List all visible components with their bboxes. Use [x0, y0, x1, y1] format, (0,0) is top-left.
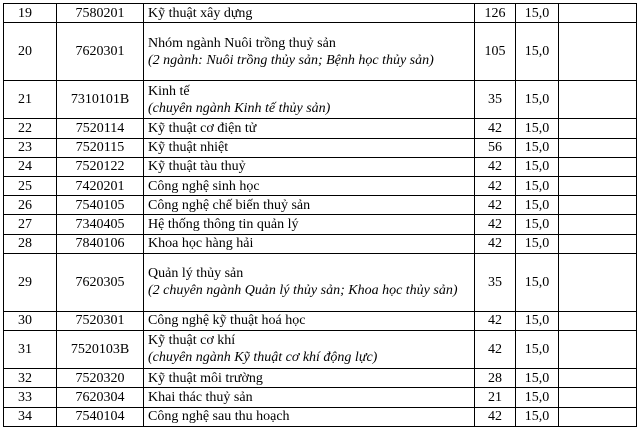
row-number-cell: 30	[4, 311, 57, 330]
note-cell	[559, 311, 637, 330]
table-row	[4, 234, 637, 253]
major-name-cell	[144, 388, 475, 407]
major-name: Công nghệ sau thu hoạch	[148, 409, 290, 425]
major-code-cell: 7520114	[57, 119, 144, 138]
major-code-cell: 7520301	[57, 311, 144, 330]
major-name-cell	[144, 138, 475, 157]
quota-cell: 126	[475, 4, 516, 23]
score-cell: 15,0	[516, 23, 559, 81]
major-name: Công nghệ chế biến thuỷ sản	[148, 197, 311, 213]
major-code-cell: 7520103B	[57, 330, 144, 368]
score-cell: 15,0	[516, 388, 559, 407]
major-name-cell	[144, 234, 475, 253]
major-name-cell	[144, 311, 475, 330]
table-row	[4, 119, 637, 138]
row-number-cell: 28	[4, 234, 57, 253]
row-number-cell: 33	[4, 388, 57, 407]
note-cell	[559, 119, 637, 138]
row-number-cell: 26	[4, 196, 57, 215]
score-cell: 15,0	[516, 196, 559, 215]
major-code-cell: 7310101B	[57, 80, 144, 118]
quota-cell: 21	[475, 388, 516, 407]
table-row	[4, 253, 637, 311]
major-code-cell: 7540104	[57, 407, 144, 426]
major-name-cell	[144, 196, 475, 215]
major-code-cell: 7520320	[57, 369, 144, 388]
table-row	[4, 369, 637, 388]
major-code-cell: 7520122	[57, 157, 144, 176]
row-number-cell: 34	[4, 407, 57, 426]
major-name: Quản lý thủy sản	[148, 266, 244, 282]
table-row	[4, 4, 637, 23]
admission-table	[3, 3, 637, 427]
quota-cell: 28	[475, 369, 516, 388]
major-code-cell: 7580201	[57, 4, 144, 23]
major-name: Hệ thống thông tin quản lý	[148, 217, 299, 233]
major-code-cell: 7620301	[57, 23, 144, 81]
score-cell: 15,0	[516, 253, 559, 311]
major-name: Kinh tế	[148, 83, 190, 99]
quota-cell: 56	[475, 138, 516, 157]
quota-cell: 42	[475, 215, 516, 234]
table-row	[4, 138, 637, 157]
major-name: Công nghệ kỹ thuật hoá học	[148, 313, 306, 329]
major-name: Kỹ thuật cơ điện tử	[148, 120, 257, 136]
table-row	[4, 388, 637, 407]
note-cell	[559, 215, 637, 234]
major-name-cell	[144, 407, 475, 426]
major-name: Công nghệ sinh học	[148, 178, 260, 194]
major-subtitle: (2 chuyên ngành Quản lý thủy sản; Khoa học thủy sản)	[148, 283, 458, 299]
major-name: Kỹ thuật môi trường	[148, 370, 263, 386]
major-name-cell	[144, 177, 475, 196]
note-cell	[559, 234, 637, 253]
note-cell	[559, 23, 637, 81]
major-code-cell: 7520115	[57, 138, 144, 157]
major-name: Khai thác thuỷ sản	[148, 390, 253, 406]
note-cell	[559, 253, 637, 311]
major-name: Khoa học hàng hải	[148, 236, 254, 252]
table-body	[4, 4, 637, 427]
quota-cell: 42	[475, 311, 516, 330]
score-cell: 15,0	[516, 177, 559, 196]
major-name-cell	[144, 80, 475, 118]
major-name-cell	[144, 23, 475, 81]
row-number-cell: 25	[4, 177, 57, 196]
note-cell	[559, 407, 637, 426]
major-name: Nhóm ngành Nuôi trồng thuỷ sản	[148, 35, 336, 51]
note-cell	[559, 4, 637, 23]
major-name: Kỹ thuật nhiệt	[148, 140, 229, 156]
major-name-cell	[144, 119, 475, 138]
major-name-cell	[144, 330, 475, 368]
major-subtitle: (chuyên ngành Kỹ thuật cơ khí động lực)	[148, 350, 378, 366]
table-row	[4, 157, 637, 176]
row-number-cell: 29	[4, 253, 57, 311]
score-cell: 15,0	[516, 407, 559, 426]
score-cell: 15,0	[516, 138, 559, 157]
score-cell: 15,0	[516, 311, 559, 330]
quota-cell: 105	[475, 23, 516, 81]
score-cell: 15,0	[516, 119, 559, 138]
major-code-cell: 7620304	[57, 388, 144, 407]
row-number-cell: 27	[4, 215, 57, 234]
note-cell	[559, 369, 637, 388]
note-cell	[559, 157, 637, 176]
quota-cell: 42	[475, 330, 516, 368]
row-number-cell: 24	[4, 157, 57, 176]
score-cell: 15,0	[516, 234, 559, 253]
table-row	[4, 23, 637, 81]
major-name-cell	[144, 253, 475, 311]
major-code-cell: 7420201	[57, 177, 144, 196]
quota-cell: 42	[475, 119, 516, 138]
score-cell: 15,0	[516, 80, 559, 118]
major-code-cell: 7540105	[57, 196, 144, 215]
note-cell	[559, 138, 637, 157]
major-name-cell	[144, 369, 475, 388]
major-subtitle: (2 ngành: Nuôi trồng thủy sản; Bệnh học thủy sản)	[148, 52, 434, 68]
major-name-cell	[144, 157, 475, 176]
major-code-cell: 7840106	[57, 234, 144, 253]
table-row	[4, 407, 637, 426]
quota-cell: 42	[475, 234, 516, 253]
row-number-cell: 20	[4, 23, 57, 81]
row-number-cell: 22	[4, 119, 57, 138]
table-row	[4, 215, 637, 234]
table-row	[4, 330, 637, 368]
table-row	[4, 196, 637, 215]
quota-cell: 35	[475, 253, 516, 311]
table-row	[4, 80, 637, 118]
note-cell	[559, 330, 637, 368]
row-number-cell: 19	[4, 4, 57, 23]
note-cell	[559, 388, 637, 407]
note-cell	[559, 196, 637, 215]
row-number-cell: 31	[4, 330, 57, 368]
major-subtitle: (chuyên ngành Kinh tế thủy sản)	[148, 100, 331, 116]
major-name: Kỹ thuật xây dựng	[148, 5, 253, 21]
major-code-cell: 7620305	[57, 253, 144, 311]
row-number-cell: 32	[4, 369, 57, 388]
major-code-cell: 7340405	[57, 215, 144, 234]
quota-cell: 42	[475, 157, 516, 176]
note-cell	[559, 177, 637, 196]
major-name-cell	[144, 4, 475, 23]
quota-cell: 42	[475, 196, 516, 215]
score-cell: 15,0	[516, 157, 559, 176]
table-row	[4, 311, 637, 330]
note-cell	[559, 80, 637, 118]
major-name: Kỹ thuật cơ khí	[148, 333, 236, 349]
score-cell: 15,0	[516, 215, 559, 234]
major-name-cell	[144, 215, 475, 234]
row-number-cell: 21	[4, 80, 57, 118]
major-name: Kỹ thuật tàu thuỷ	[148, 159, 246, 175]
score-cell: 15,0	[516, 330, 559, 368]
table-row	[4, 177, 637, 196]
quota-cell: 42	[475, 177, 516, 196]
score-cell: 15,0	[516, 4, 559, 23]
score-cell: 15,0	[516, 369, 559, 388]
quota-cell: 35	[475, 80, 516, 118]
quota-cell: 42	[475, 407, 516, 426]
row-number-cell: 23	[4, 138, 57, 157]
